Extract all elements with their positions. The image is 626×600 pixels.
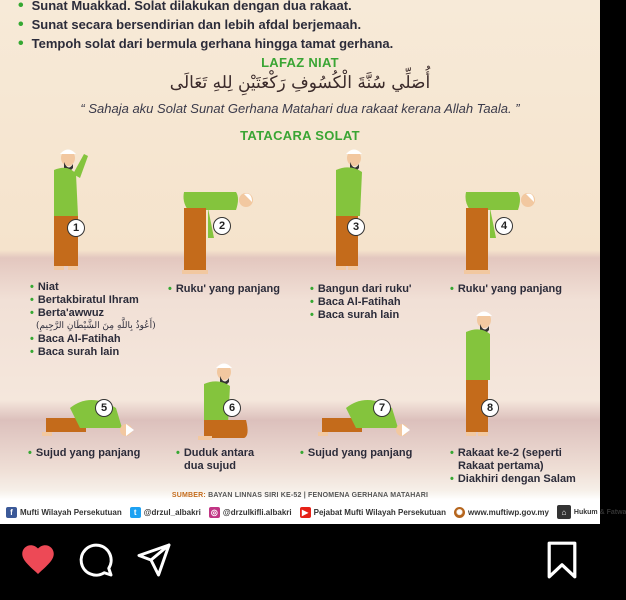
mosque-logo-icon: ⌂ [557, 505, 571, 519]
step-line: • Ruku' yang panjang [168, 283, 280, 296]
step-7-instructions [300, 447, 412, 460]
step-number-badge: 5 [95, 399, 113, 417]
step-line: • Diakhiri dengan Salam [450, 473, 576, 486]
figure-sujud [40, 392, 140, 440]
youtube-label: Pejabat Mufti Wilayah Persekutuan [313, 507, 447, 517]
figure-standing-takbir [40, 146, 100, 276]
facebook-icon: f [6, 507, 17, 518]
source-text: BAYAN LINNAS SIRI KE-52 | FENOMENA GERHANA MATAHARI [208, 492, 429, 499]
step-line: • Baca Al-Fatihah [30, 333, 156, 346]
youtube-icon: ▶ [300, 507, 311, 518]
comment-icon[interactable] [78, 542, 114, 578]
facebook-label: Mufti Wilayah Persekutuan [20, 507, 122, 517]
step-line: • Baca Al-Fatihah [310, 296, 412, 309]
niat-arabic-text: أُصَلِّي سُنَّةَ الْكُسُوفِ رَكْعَتَيْنِ لِلهِ تَعَالَى [169, 73, 431, 93]
website-link [454, 507, 549, 518]
step-line: • Ruku' yang panjang [450, 283, 562, 296]
website-label: www.muftiwp.gov.my [468, 507, 549, 517]
globe-icon: ✺ [454, 507, 465, 518]
instagram-label: @drzulkifli.albakri [222, 507, 292, 517]
step-line: • Niat [30, 281, 156, 294]
step-line: • Berta'awwuz [30, 307, 156, 320]
twitter-label: @drzul_albakri [143, 507, 201, 517]
bullet-item: • Tempoh solat dari bermula gerhana hingga tamat gerhana. [18, 34, 393, 53]
paper-plane-icon[interactable] [136, 542, 172, 578]
step-line: Rakaat pertama) [458, 460, 544, 472]
step-line: • Bertakbiratul Ihram [30, 294, 156, 307]
bullet-item: • Sunat Muakkad. Solat dilakukan dengan dua rakaat. [18, 0, 393, 15]
step-number-badge: 6 [223, 399, 241, 417]
bookmark-icon[interactable] [546, 540, 578, 580]
step-number-badge: 8 [481, 399, 499, 417]
heart-icon[interactable] [20, 542, 56, 576]
step-line: • Baca surah lain [30, 346, 156, 359]
instagram-icon: ◎ [209, 507, 220, 518]
step-line: dua sujud [184, 460, 236, 472]
step-line: • Baca surah lain [310, 309, 412, 322]
bullet-item: • Sunat secara bersendirian dan lebih afdal berjemaah. [18, 15, 393, 34]
source-label: SUMBER: [171, 492, 206, 499]
step-number-badge: 7 [373, 399, 391, 417]
step-2-instructions [168, 283, 280, 296]
taawwuz-arabic: (أَعُوذُ بِاللَّهِ مِنَ الشَّيْطَانِ الرَّجِيمِ) [36, 321, 156, 331]
twitter-handle [130, 507, 201, 518]
hukum-fatwa-logo [557, 505, 626, 519]
youtube-handle [300, 507, 446, 518]
step-5-instructions [28, 447, 140, 460]
lafaz-niat-heading: LAFAZ NIAT [261, 55, 339, 70]
figure-standing-qiyam [328, 146, 388, 276]
figure-sujud [316, 392, 416, 440]
figure-standing-salam [462, 308, 522, 442]
info-bullets [18, 0, 393, 53]
step-line: • Sujud yang panjang [300, 447, 412, 460]
twitter-icon: t [130, 507, 141, 518]
step-6-instructions [176, 447, 254, 473]
instagram-handle [209, 507, 292, 518]
step-number-badge: 4 [495, 217, 513, 235]
niat-translation: “ Sahaja aku Solat Sunat Gerhana Matahari dua rakaat kerana Allah Taala. ” [80, 101, 520, 116]
step-number-badge: 2 [213, 217, 231, 235]
tatacara-heading: TATACARA SOLAT [240, 128, 360, 143]
step-line: • Rakaat ke-2 (seperti [450, 447, 576, 460]
step-4-instructions [450, 283, 562, 296]
step-number-badge: 1 [67, 219, 85, 237]
step-line: • Duduk antara [176, 447, 254, 460]
source-credit [0, 492, 600, 499]
step-line: • Bangun dari ruku' [310, 283, 412, 296]
facebook-handle [6, 507, 122, 518]
step-8-instructions [450, 447, 576, 486]
step-line: • Sujud yang panjang [28, 447, 140, 460]
step-number-badge: 3 [347, 218, 365, 236]
social-footer [6, 504, 626, 520]
step-3-instructions [310, 283, 412, 322]
step-1-instructions [30, 281, 156, 359]
logo-text: Hukum & Fatwa [573, 508, 626, 516]
post-action-bar [0, 524, 600, 600]
